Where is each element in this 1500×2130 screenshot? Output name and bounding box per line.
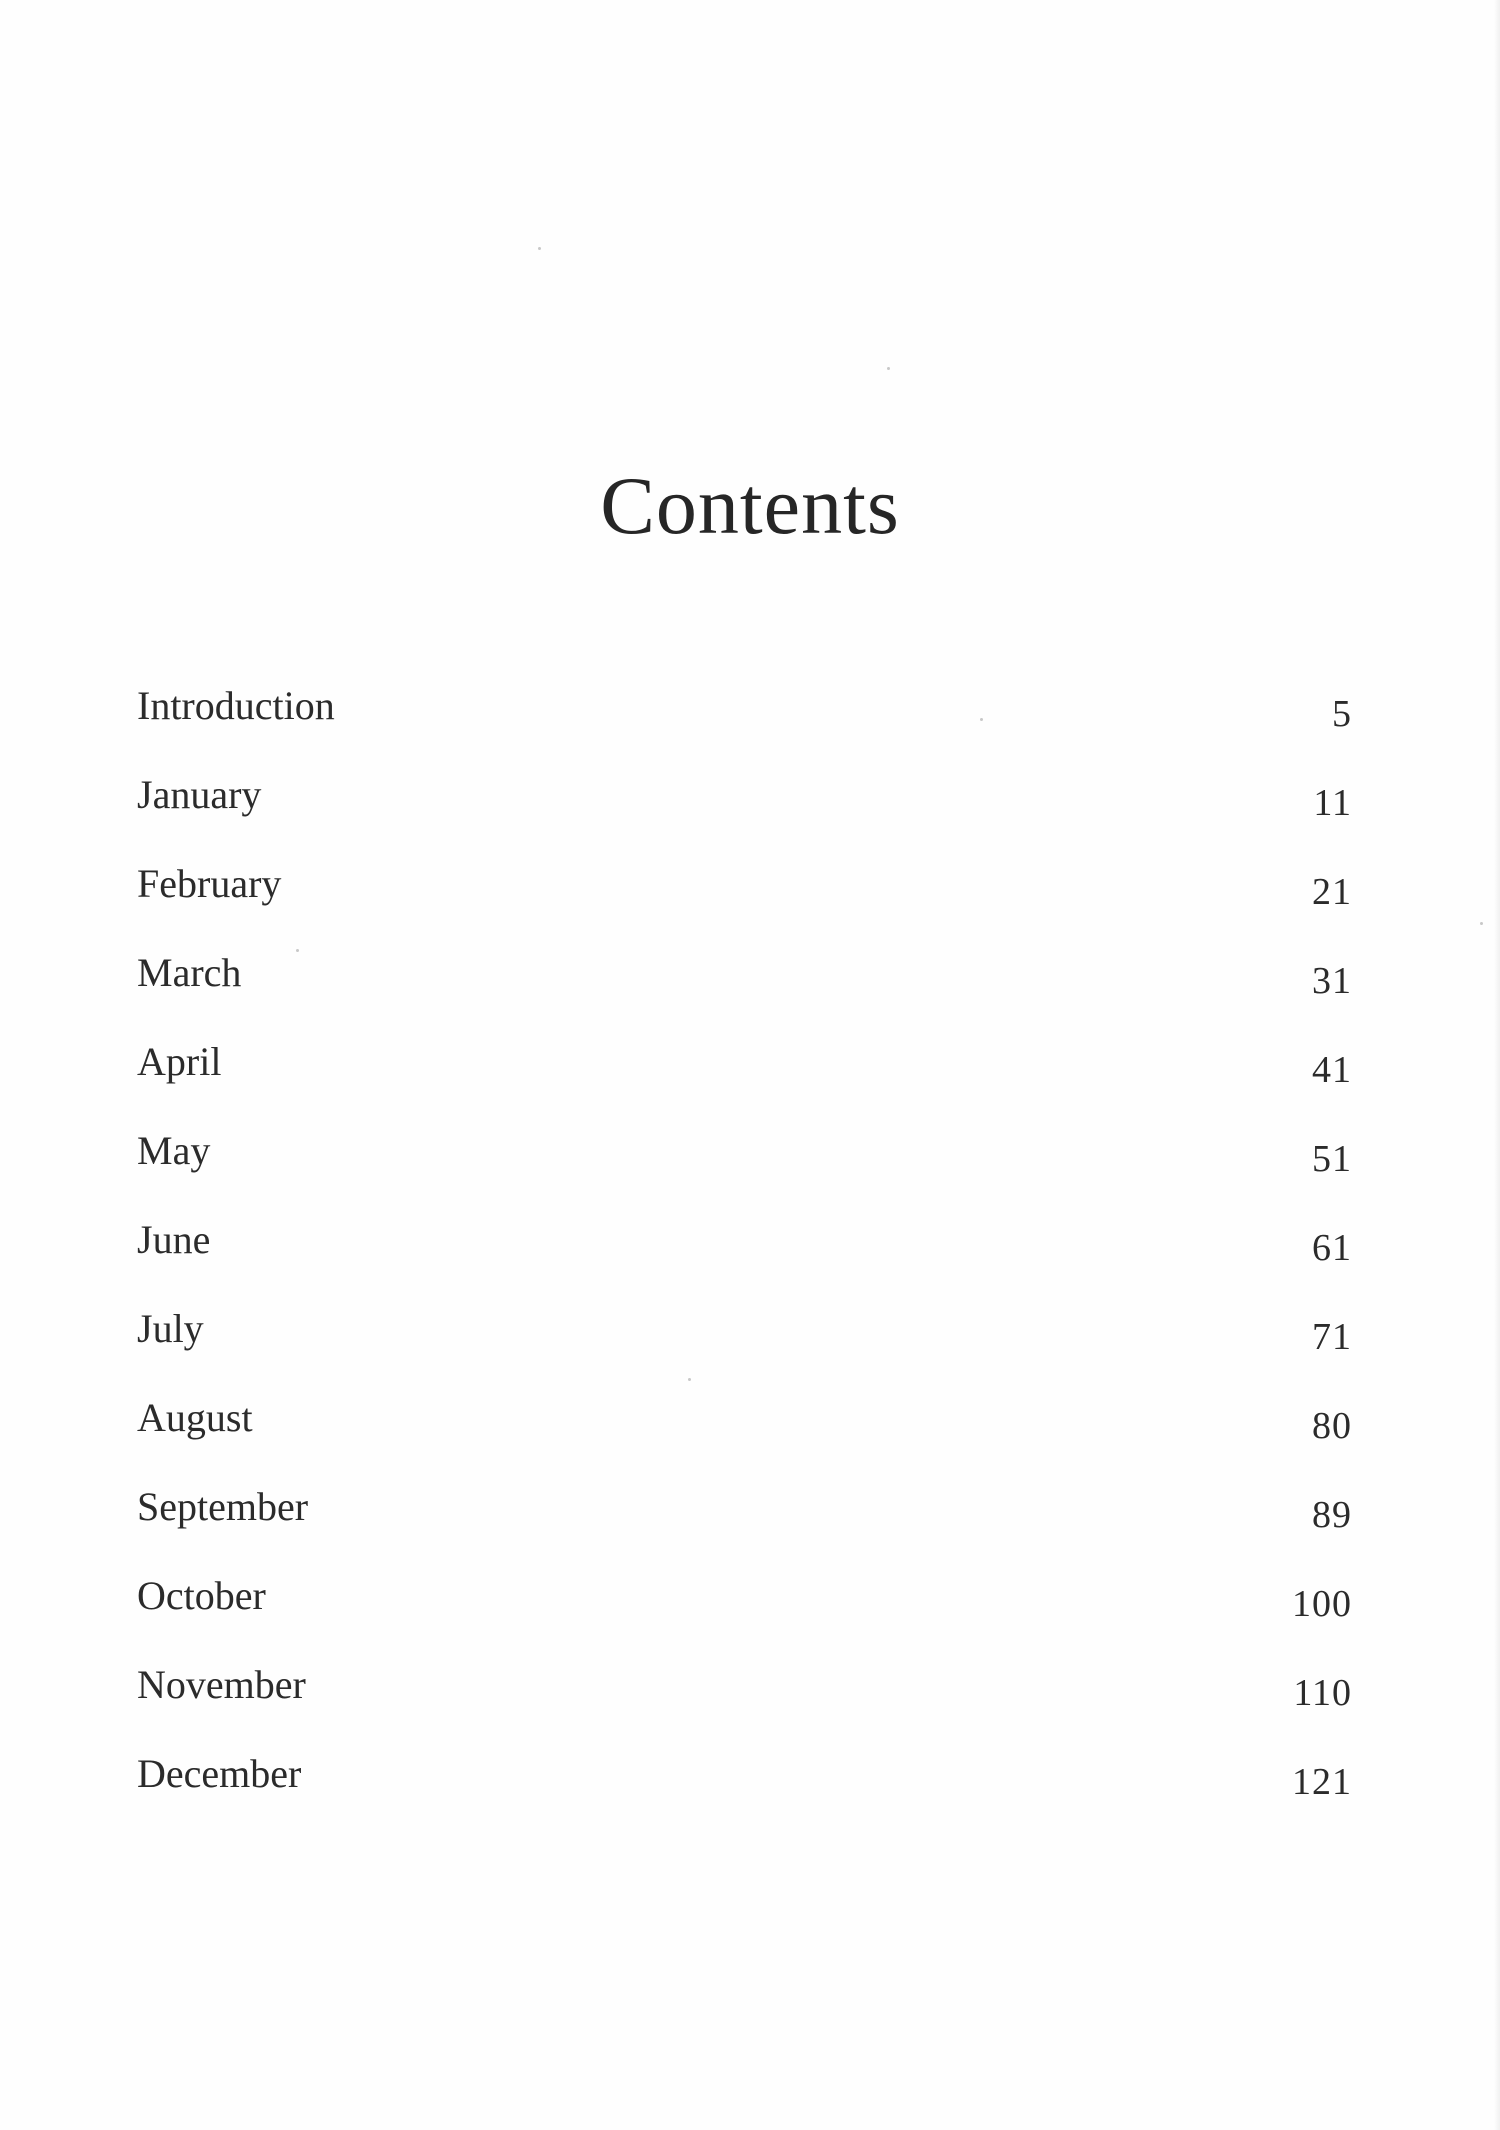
toc-entry-label: April xyxy=(137,1039,222,1084)
toc-entry-page-number: 89 xyxy=(1312,1494,1352,1536)
toc-entry[interactable] xyxy=(137,1032,1352,1121)
toc-entry-page-number: 61 xyxy=(1312,1227,1352,1269)
toc-entry[interactable] xyxy=(137,1566,1352,1655)
toc-entry-page-number: 80 xyxy=(1312,1405,1352,1447)
toc-entry-label: March xyxy=(137,950,242,995)
toc-entry[interactable] xyxy=(137,1655,1352,1744)
toc-entry-label: July xyxy=(137,1306,204,1351)
toc-entry[interactable] xyxy=(137,943,1352,1032)
toc-entry-label: May xyxy=(137,1128,211,1173)
toc-entry-page-number: 71 xyxy=(1312,1316,1352,1358)
toc-entry-label: January xyxy=(137,772,262,817)
toc-entry[interactable] xyxy=(137,1299,1352,1388)
toc-entry[interactable] xyxy=(137,1388,1352,1477)
toc-entry-page-number: 100 xyxy=(1292,1583,1352,1625)
toc-entry[interactable] xyxy=(137,1477,1352,1566)
toc-entry-label: August xyxy=(137,1395,253,1440)
paper-speck xyxy=(887,367,890,370)
toc-entry-label: December xyxy=(137,1751,302,1796)
toc-entry[interactable] xyxy=(137,1121,1352,1210)
toc-entry[interactable] xyxy=(137,1210,1352,1299)
toc-entry[interactable] xyxy=(137,676,1352,765)
toc-entry-label: February xyxy=(137,861,282,906)
toc-entry-page-number: 31 xyxy=(1312,960,1352,1002)
toc-entry-page-number: 41 xyxy=(1312,1049,1352,1091)
toc-entry-label: October xyxy=(137,1573,266,1618)
toc-entry-page-number: 121 xyxy=(1292,1761,1352,1803)
toc-entry[interactable] xyxy=(137,854,1352,943)
page-edge-shadow xyxy=(1494,0,1500,2130)
toc-entry-label: Introduction xyxy=(137,683,335,728)
page-title: Contents xyxy=(600,459,900,551)
paper-speck xyxy=(538,247,541,250)
toc-entry-label: September xyxy=(137,1484,309,1529)
toc-entry-label: June xyxy=(137,1217,211,1262)
toc-entry-label: November xyxy=(137,1662,306,1707)
toc-entry[interactable] xyxy=(137,765,1352,854)
toc-entry-page-number: 21 xyxy=(1312,871,1352,913)
paper-speck xyxy=(1480,922,1483,925)
toc-entry-page-number: 11 xyxy=(1313,782,1352,824)
toc-entry[interactable] xyxy=(137,1744,1352,1833)
toc-entry-page-number: 51 xyxy=(1312,1138,1352,1180)
toc-entry-page-number: 110 xyxy=(1293,1672,1352,1714)
table-of-contents xyxy=(137,676,1352,1833)
toc-entry-page-number: 5 xyxy=(1332,693,1352,735)
